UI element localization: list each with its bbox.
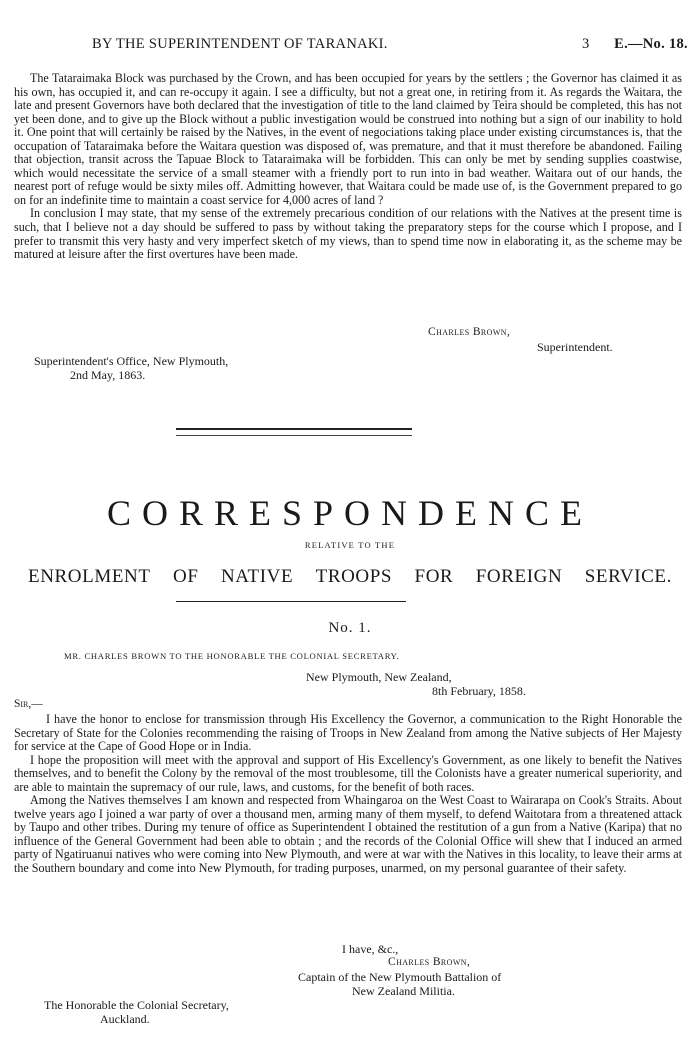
subject-word: OF [173,566,199,587]
paragraph: I have the honor to enclose for transmission through His Excellency the Governor, a communication to the Right Honorable the Secretary of State for the Colonies recommending the raising of Troops in New Zealand from among the Native subjects of Her Majesty for service at the Cape of Good Hope or in India. [14,712,682,754]
office-line: Superintendent's Office, New Plymouth, [34,354,229,368]
addressee: The Honorable the Colonial Secretary, [44,998,229,1012]
section-divider [176,428,412,436]
paragraph: The Tataraimaka Block was purchased by the Crown, and has been occupied for years by the settlers ; the Governor has claimed it as his own, has occupied it, and can re-occupy it again. I see a difficulty, but not a great one, in retiring from it. As regards the Waitara, the late and present Governors have both declared that the investigation of title to the land claimed by Teira should be completed, this has not yet been done, and to give up the Block without a public investigation would be construed into nothing but a sign of our inability to hold it. One point that will certainly be raised by the Natives, in the event of negociations taking place under existing circumstances is, that the occupation of Tataraimaka before the Waitara question was disposed of, was premature, and that it must therefore be abandoned. Failing that objection, transit across the Tapuae Block to Tataraimaka will be forbidden. This can only be met by sending supplies coastwise, which would necessitate the service of a small steamer with a friendly port to run into in bad weather. Waitara out of our hands, the nearest port of refuge would be sixty miles off. Admitting however, that Waitara could be made use of, is the Government prepared to go on for an indefinite time to maintain a coast service for 4,000 acres of land ? [14,71,682,207]
subject-word: TROOPS [315,566,393,587]
letter-place: New Plymouth, New Zealand, [306,670,452,684]
subject-word: SERVICE. [584,566,672,587]
section-relative-to: RELATIVE TO THE [304,540,396,550]
subject-word: ENROLMENT [28,566,151,587]
running-head [20,36,688,58]
section-subject [28,566,672,588]
top-letter-body [14,72,682,262]
signature-title: Captain of the New Plymouth Battalion of [298,970,502,984]
subject-word: NATIVE [220,566,294,587]
subject-word: FOREIGN [475,566,563,587]
signature-title: Superintendent. [537,340,613,354]
signature-title: New Zealand Militia. [352,984,455,998]
letter-one-body [14,713,682,876]
closing: I have, &c., [342,942,399,956]
signature-name: Charles Brown, [428,326,511,338]
letter-date: 8th February, 1858. [432,684,526,698]
paragraph: In conclusion I may state, that my sense of the extremely precarious condition of our relations with the Natives at the present time is such, that I believe not a day should be suffered to pass by without taking the preparatory steps for the course which I propose, and I prefer to transmit this very hasty and very imperfect sketch of my views, than to spend time now in elaborating it, as the scheme may be matured at leisure after the first overtures have been made. [14,206,682,262]
date-line: 2nd May, 1863. [70,368,146,382]
paragraph: I hope the proposition will meet with the approval and support of His Excellency's Government, as one likely to benefit the Natives themselves, and to benefit the Colony by the removal of the most troublesome, till the Colonists have a greater numerical superiority, and are able to maintain the supremacy of our rule, laws, and customs, for the benefit of both races. [14,752,682,794]
signature-name: Charles Brown, [388,956,471,968]
heading-rule [176,601,406,602]
letter-heading: MR. CHARLES BROWN TO THE HONORABLE THE COLONIAL SECRETARY. [64,651,400,661]
section-title: CORRESPONDENCE [106,493,594,533]
addressee-city: Auckland. [100,1012,150,1026]
page-number: 3 [582,36,590,52]
document-reference: E.—No. 18. [614,36,688,52]
subject-word: FOR [414,566,454,587]
letter-number: No. 1. [328,620,372,636]
running-head-title: BY THE SUPERINTENDENT OF TARANAKI. [92,36,388,52]
paragraph: Among the Natives themselves I am known and respected from Whaingaroa on the West Coast to Wairarapa on Cook's Straits. About twelve years ago I joined a war party of over a thousand men, arming many of them myself, to defend Waitotara from a threatened attack by Taupo and other tribes. During my tenure of office as Superintendent I obtained the restitution of a gun from a Native (Karipa) that no influence of the General Government had been able to obtain ; and the records of the Colonial Office will shew that I induced an armed party of Ngatiruanui natives who were coming into New Plymouth, and were at war with the Natives in this locality, to leave their arms at the Southern boundary and come into New Plymouth, for trading purposes, unarmed, on my personal guarantee of their safety. [14,793,682,876]
salutation: Sir,— [14,698,43,710]
